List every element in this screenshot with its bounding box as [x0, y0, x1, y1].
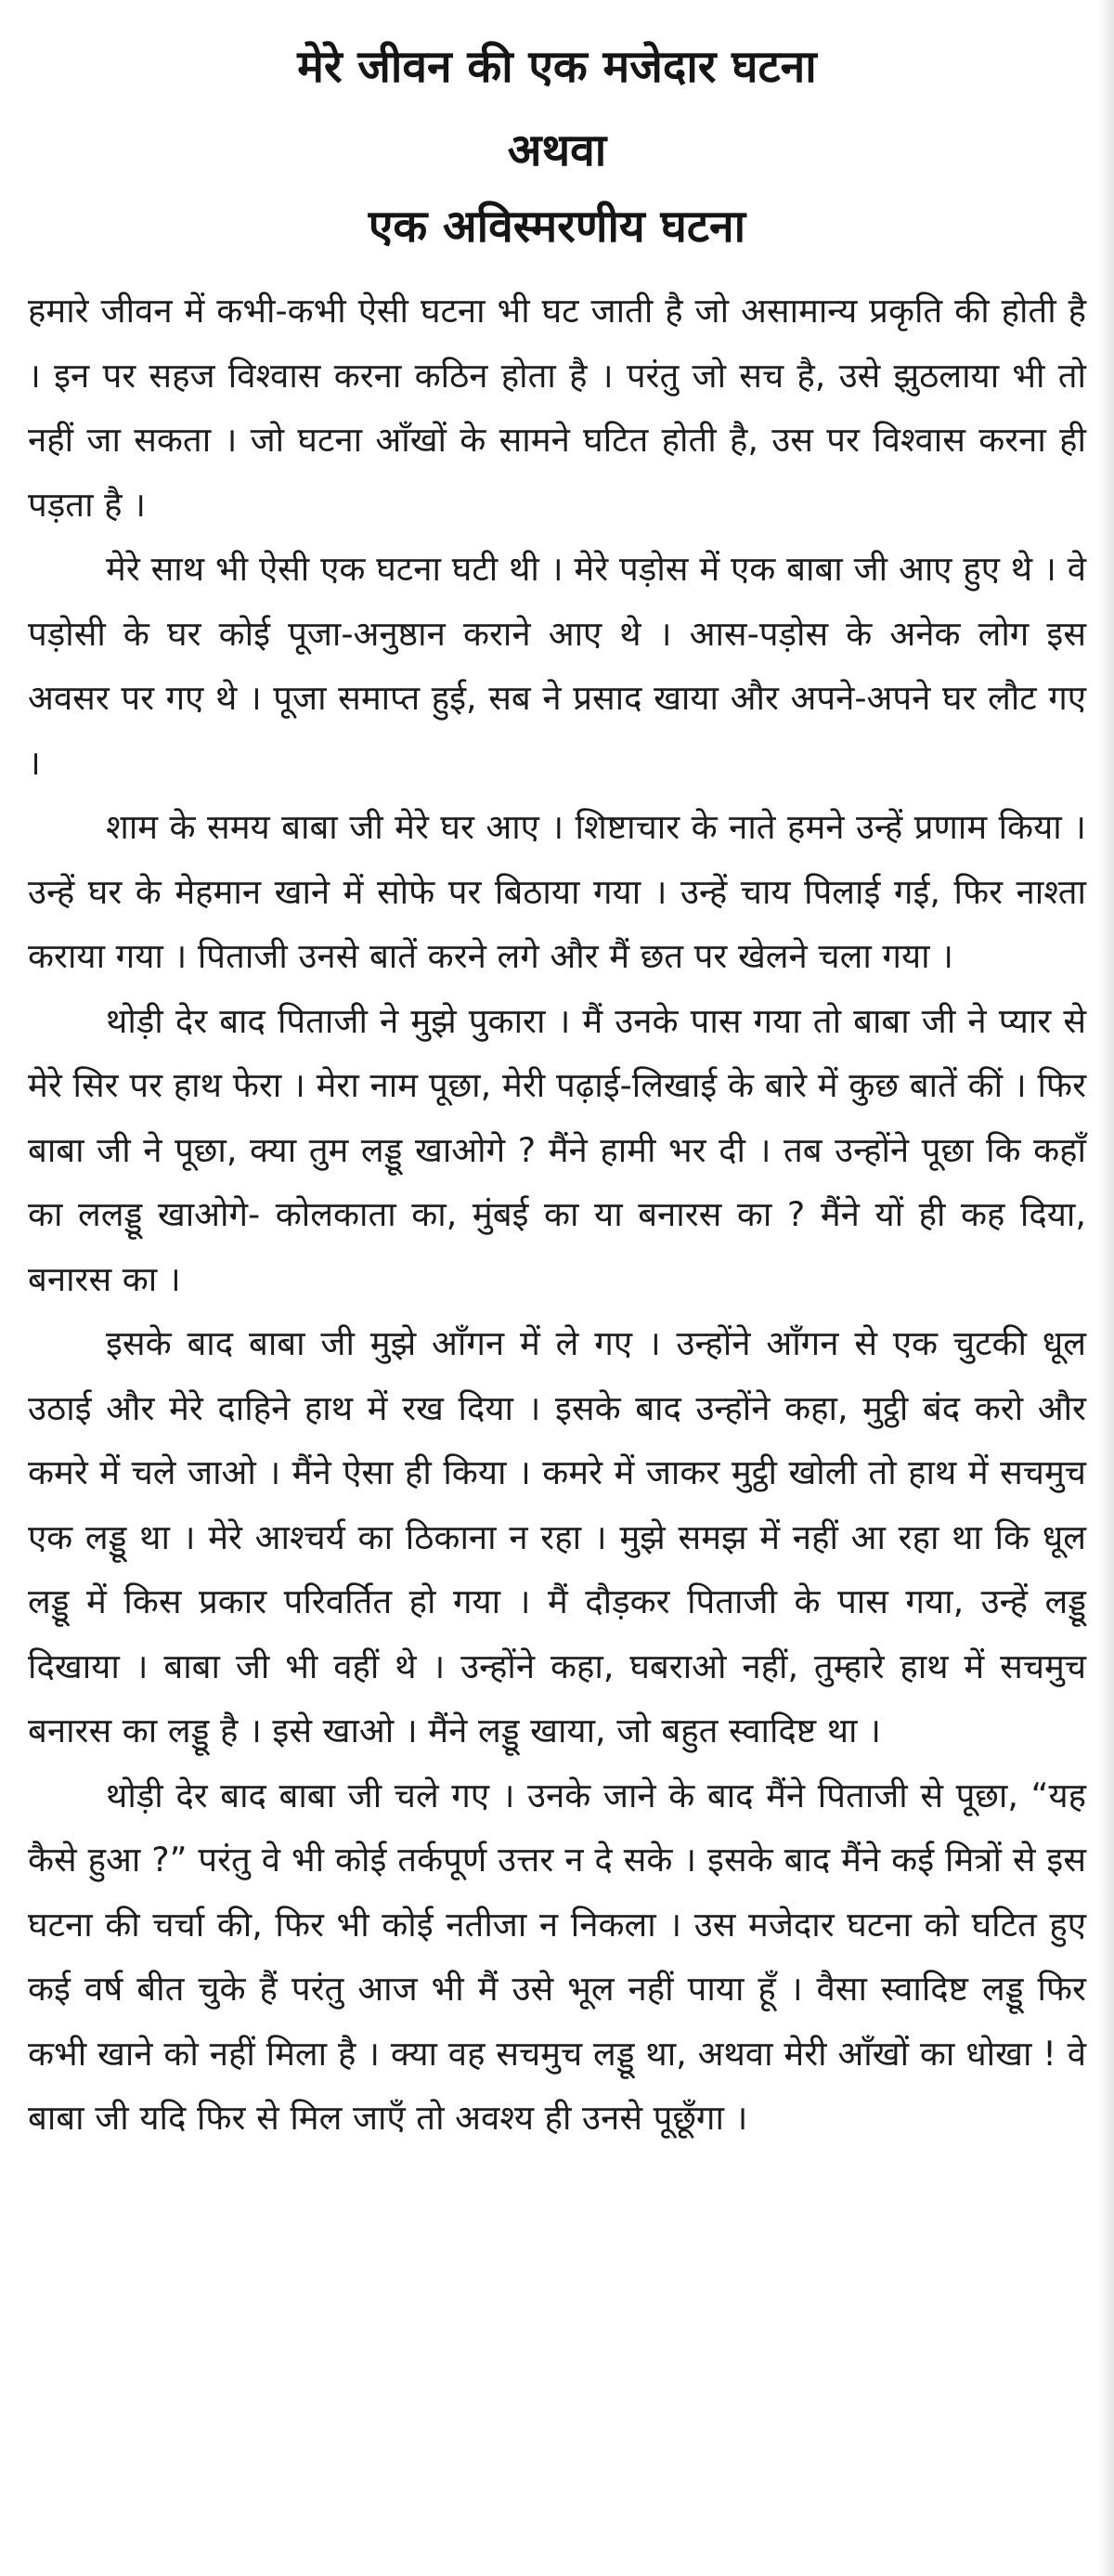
essay-body: [28, 279, 1086, 2151]
paragraph-6: थोड़ी देर बाद बाबा जी चले गए । उनके जाने के बाद मैंने पिताजी से पूछा, “यह कैसे हुआ ?” परंतु वे भी कोई तर्कपूर्ण उत्तर न दे सके । इसके बाद मैंने कई मित्रों से इस घटना की चर्चा की, फिर भी कोई नतीजा न निकला । उस मजेदार घटना को घटित हुए कई वर्ष बीत चुके हैं परंतु आज भी मैं उसे भूल नहीं पाया हूँ । वैसा स्वादिष्ट लड्डू फिर कभी खाने को नहीं मिला है । क्या वह सचमुच लड्डू था, अथवा मेरी आँखों का धोखा ! वे बाबा जी यदि फिर से मिल जाएँ तो अवश्य ही उनसे पूछूँगा ।: [28, 1775, 1086, 2138]
paragraph-4: थोड़ी देर बाद पिताजी ने मुझे पुकारा । मैं उनके पास गया तो बाबा जी ने प्यार से मेरे सिर पर हाथ फेरा । मेरा नाम पूछा, मेरी पढ़ाई-लिखाई के बारे में कुछ बातें कीं । फिर बाबा जी ने पूछा, क्या तुम लड्डू खाओगे ? मैंने हामी भर दी । तब उन्होंने पूछा कि कहाँ का ललड्डू खाओगे- कोलकाता का, मुंबई का या बनारस का ? मैंने यों ही कह दिया, बनारस का ।: [28, 1000, 1086, 1299]
paragraph-3: शाम के समय बाबा जी मेरे घर आए । शिष्टाचार के नाते हमने उन्हें प्रणाम किया । उन्हें घर के मेहमान खाने में सोफे पर बिठाया गया । उन्हें चाय पिलाई गई, फिर नाश्ता कराया गया । पिताजी उनसे बातें करने लगे और मैं छत पर खेलने चला गया ।: [28, 807, 1086, 976]
paragraph-2: मेरे साथ भी ऐसी एक घटना घटी थी । मेरे पड़ोस में एक बाबा जी आए हुए थे । वे पड़ोसी के घर कोई पूजा-अनुष्ठान कराने आए थे । आस-पड़ोस के अनेक लोग इस अवसर पर गए थे । पूजा समाप्त हुई, सब ने प्रसाद खाया और अपने-अपने घर लौट गए ।: [28, 549, 1086, 783]
title-line-3: एक अविस्मरणीय घटना: [368, 201, 746, 253]
title-line-1: मेरे जीवन की एक मजेदार घटना: [297, 41, 817, 93]
title-line-2: अथवा: [507, 124, 607, 176]
page-edge-shadow: [1097, 0, 1114, 2576]
paragraph-5: इसके बाद बाबा जी मुझे आँगन में ले गए । उन्होंने आँगन से एक चुटकी धूल उठाई और मेरे दाहिने हाथ में रख दिया । इसके बाद उन्होंने कहा, मुट्ठी बंद करो और कमरे में चले जाओ । मैंने ऐसा ही किया । कमरे में जाकर मुट्ठी खोली तो हाथ में सचमुच एक लड्डू था । मेरे आश्चर्य का ठिकाना न रहा । मुझे समझ में नहीं आ रहा था कि धूल लड्डू में किस प्रकार परिवर्तित हो गया । मैं दौड़कर पिताजी के पास गया, उन्हें लड्डू दिखाया । बाबा जी भी वहीं थे । उन्होंने कहा, घबराओ नहीं, तुम्हारे हाथ में सचमुच बनारस का लड्डू है । इसे खाओ । मैंने लड्डू खाया, जो बहुत स्वादिष्ट था ।: [28, 1323, 1086, 1750]
paragraph-1: हमारे जीवन में कभी-कभी ऐसी घटना भी घट जाती है जो असामान्य प्रकृति की होती है । इन पर सहज विश्वास करना कठिन होता है । परंतु जो सच है, उसे झुठलाया भी तो नहीं जा सकता । जो घटना आँखों के सामने घटित होती है, उस पर विश्वास करना ही पड़ता है ।: [28, 291, 1086, 525]
